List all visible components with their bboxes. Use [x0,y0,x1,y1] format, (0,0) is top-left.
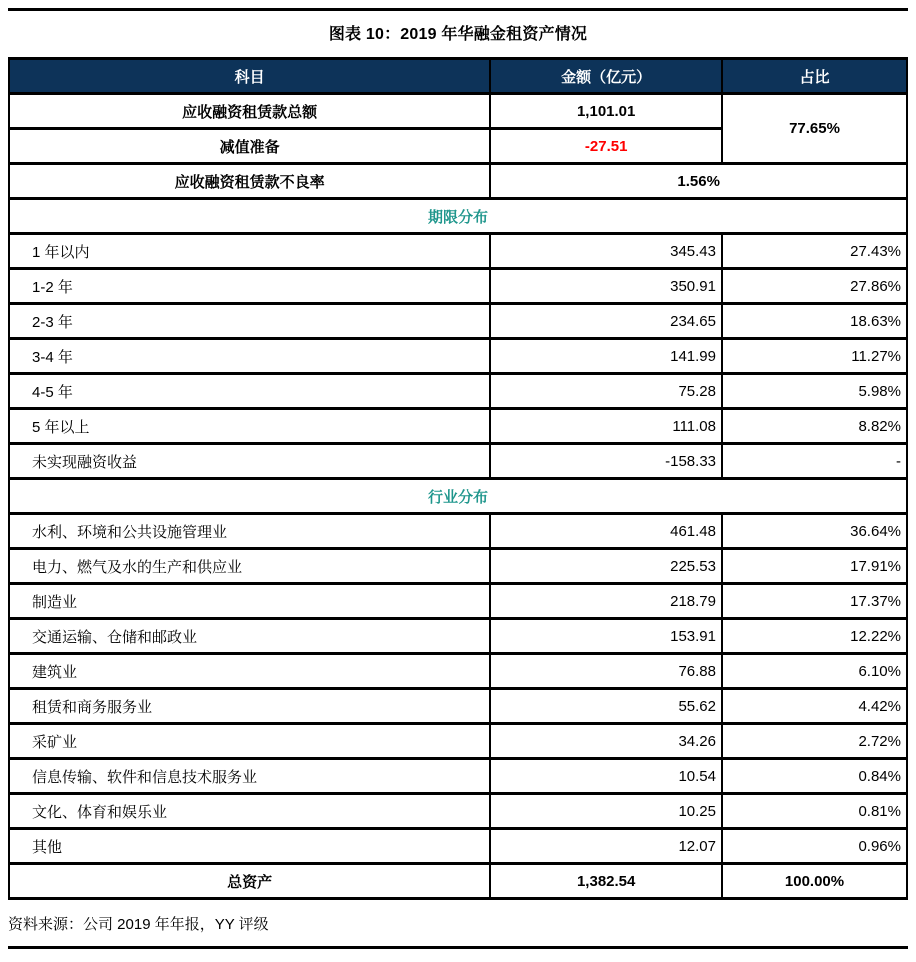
cell-label: 租赁和商务服务业 [9,689,490,724]
cell-amount: 76.88 [490,654,722,689]
cell-label: 文化、体育和娱乐业 [9,794,490,829]
table-row [9,514,907,549]
cell-share: 100.00% [722,864,907,899]
cell-amount: 350.91 [490,269,722,304]
section-row-industry [9,479,907,514]
cell-share: 4.42% [722,689,907,724]
cell-share: 12.22% [722,619,907,654]
cell-share: 0.84% [722,759,907,794]
table-row [9,829,907,864]
table-row [9,584,907,619]
cell-label: 3-4 年 [9,339,490,374]
cell-amount: 1,101.01 [490,94,722,129]
table-row [9,549,907,584]
cell-share-merged: 77.65% [722,94,907,164]
cell-amount: 10.25 [490,794,722,829]
table-header-row [9,59,907,94]
report-figure-page [0,8,916,949]
table-row [9,269,907,304]
cell-label: 4-5 年 [9,374,490,409]
cell-amount: 141.99 [490,339,722,374]
cell-amount: 111.08 [490,409,722,444]
cell-label: 1 年以内 [9,234,490,269]
section-title-term: 期限分布 [9,199,907,234]
cell-share: 27.86% [722,269,907,304]
cell-amount: 153.91 [490,619,722,654]
cell-label: 交通运输、仓储和邮政业 [9,619,490,654]
cell-label: 未实现融资收益 [9,444,490,479]
cell-label: 应收融资租赁款总额 [9,94,490,129]
cell-share: 11.27% [722,339,907,374]
cell-label: 采矿业 [9,724,490,759]
cell-amount: -158.33 [490,444,722,479]
cell-amount: 234.65 [490,304,722,339]
cell-amount: 225.53 [490,549,722,584]
cell-label: 建筑业 [9,654,490,689]
cell-share: 6.10% [722,654,907,689]
source-note: 资料来源：公司 2019 年年报，YY 评级 [8,916,269,933]
cell-amount: 218.79 [490,584,722,619]
table-row [9,689,907,724]
row-total-receivables [9,94,907,129]
col-header-subject: 科目 [9,59,490,94]
cell-label: 2-3 年 [9,304,490,339]
cell-amount: 1,382.54 [490,864,722,899]
table-row [9,619,907,654]
cell-amount: 461.48 [490,514,722,549]
cell-amount: 345.43 [490,234,722,269]
table-row [9,339,907,374]
table-row [9,794,907,829]
col-header-share: 占比 [722,59,907,94]
cell-share: 36.64% [722,514,907,549]
table-row [9,409,907,444]
cell-label: 应收融资租赁款不良率 [9,164,490,199]
asset-table [8,57,908,900]
cell-amount: 34.26 [490,724,722,759]
cell-amount-negative: -27.51 [490,129,722,164]
cell-share: 27.43% [722,234,907,269]
cell-label: 减值准备 [9,129,490,164]
section-row-term [9,199,907,234]
figure-title: 图表 10：2019 年华融金租资产情况 [328,26,588,43]
cell-label: 制造业 [9,584,490,619]
cell-share: 18.63% [722,304,907,339]
cell-share: 17.37% [722,584,907,619]
table-row [9,724,907,759]
cell-share: 2.72% [722,724,907,759]
section-title-industry: 行业分布 [9,479,907,514]
table-row [9,654,907,689]
cell-amount: 10.54 [490,759,722,794]
cell-share: 17.91% [722,549,907,584]
cell-label: 1-2 年 [9,269,490,304]
row-total-assets [9,864,907,899]
cell-npl-value: 1.56% [490,164,907,199]
cell-share: 5.98% [722,374,907,409]
bottom-rule [8,946,908,949]
cell-share: - [722,444,907,479]
cell-label: 电力、燃气及水的生产和供应业 [9,549,490,584]
cell-share: 0.96% [722,829,907,864]
table-row [9,234,907,269]
row-npl-ratio [9,164,907,199]
col-header-amount: 金额（亿元） [490,59,722,94]
table-row [9,444,907,479]
cell-label: 5 年以上 [9,409,490,444]
cell-label: 总资产 [9,864,490,899]
table-row [9,304,907,339]
cell-label: 信息传输、软件和信息技术服务业 [9,759,490,794]
cell-label: 其他 [9,829,490,864]
cell-share: 0.81% [722,794,907,829]
table-row [9,374,907,409]
table-row [9,759,907,794]
cell-label: 水利、环境和公共设施管理业 [9,514,490,549]
cell-amount: 55.62 [490,689,722,724]
cell-amount: 12.07 [490,829,722,864]
cell-share: 8.82% [722,409,907,444]
cell-amount: 75.28 [490,374,722,409]
